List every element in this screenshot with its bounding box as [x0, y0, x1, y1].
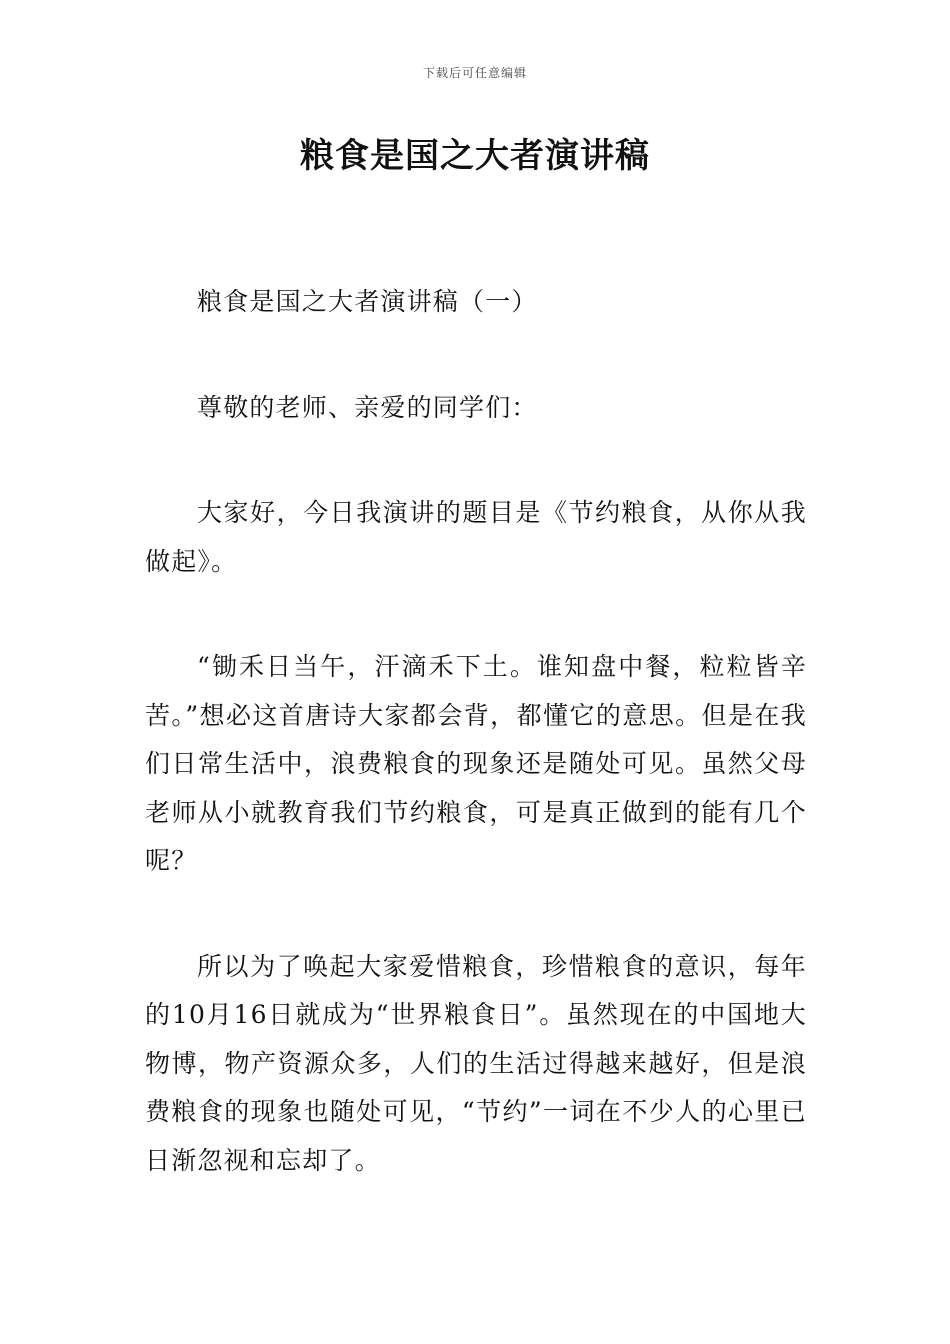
- section-heading: 粮食是国之大者演讲稿（一）: [197, 287, 538, 316]
- salutation-paragraph: 尊敬的老师、亲爱的同学们：: [197, 392, 538, 422]
- document-body: [145, 278, 807, 1242]
- document-title: 粮食是国之大者演讲稿: [300, 136, 650, 176]
- poem-paragraph: “锄禾日当午，汗滴禾下土。谁知盘中餐，粒粒皆辛苦。”想必这首唐诗大家都会背，都懂它的意思。但是在我们日常生活中，浪费粮食的现象还是随处可见。虽然父母老师从小就教育我们节约粮食，可是真正做到的能有几个呢？: [145, 652, 807, 875]
- food-day-paragraph: 所以为了唤起大家爱惜粮食，珍惜粮食的意识，每年的10月16日就成为“世界粮食日”。虽然现在的中国地大物博，物产资源众多，人们的生活过得越来越好，但是浪费粮食的现象也随处可见，“节约”一词在不少人的心里已日渐忽视和忘却了。: [145, 951, 807, 1175]
- header-note: 下载后可任意编辑: [422, 66, 527, 80]
- intro-paragraph: 大家好，今日我演讲的题目是《节约粮食，从你从我做起》。: [145, 498, 807, 576]
